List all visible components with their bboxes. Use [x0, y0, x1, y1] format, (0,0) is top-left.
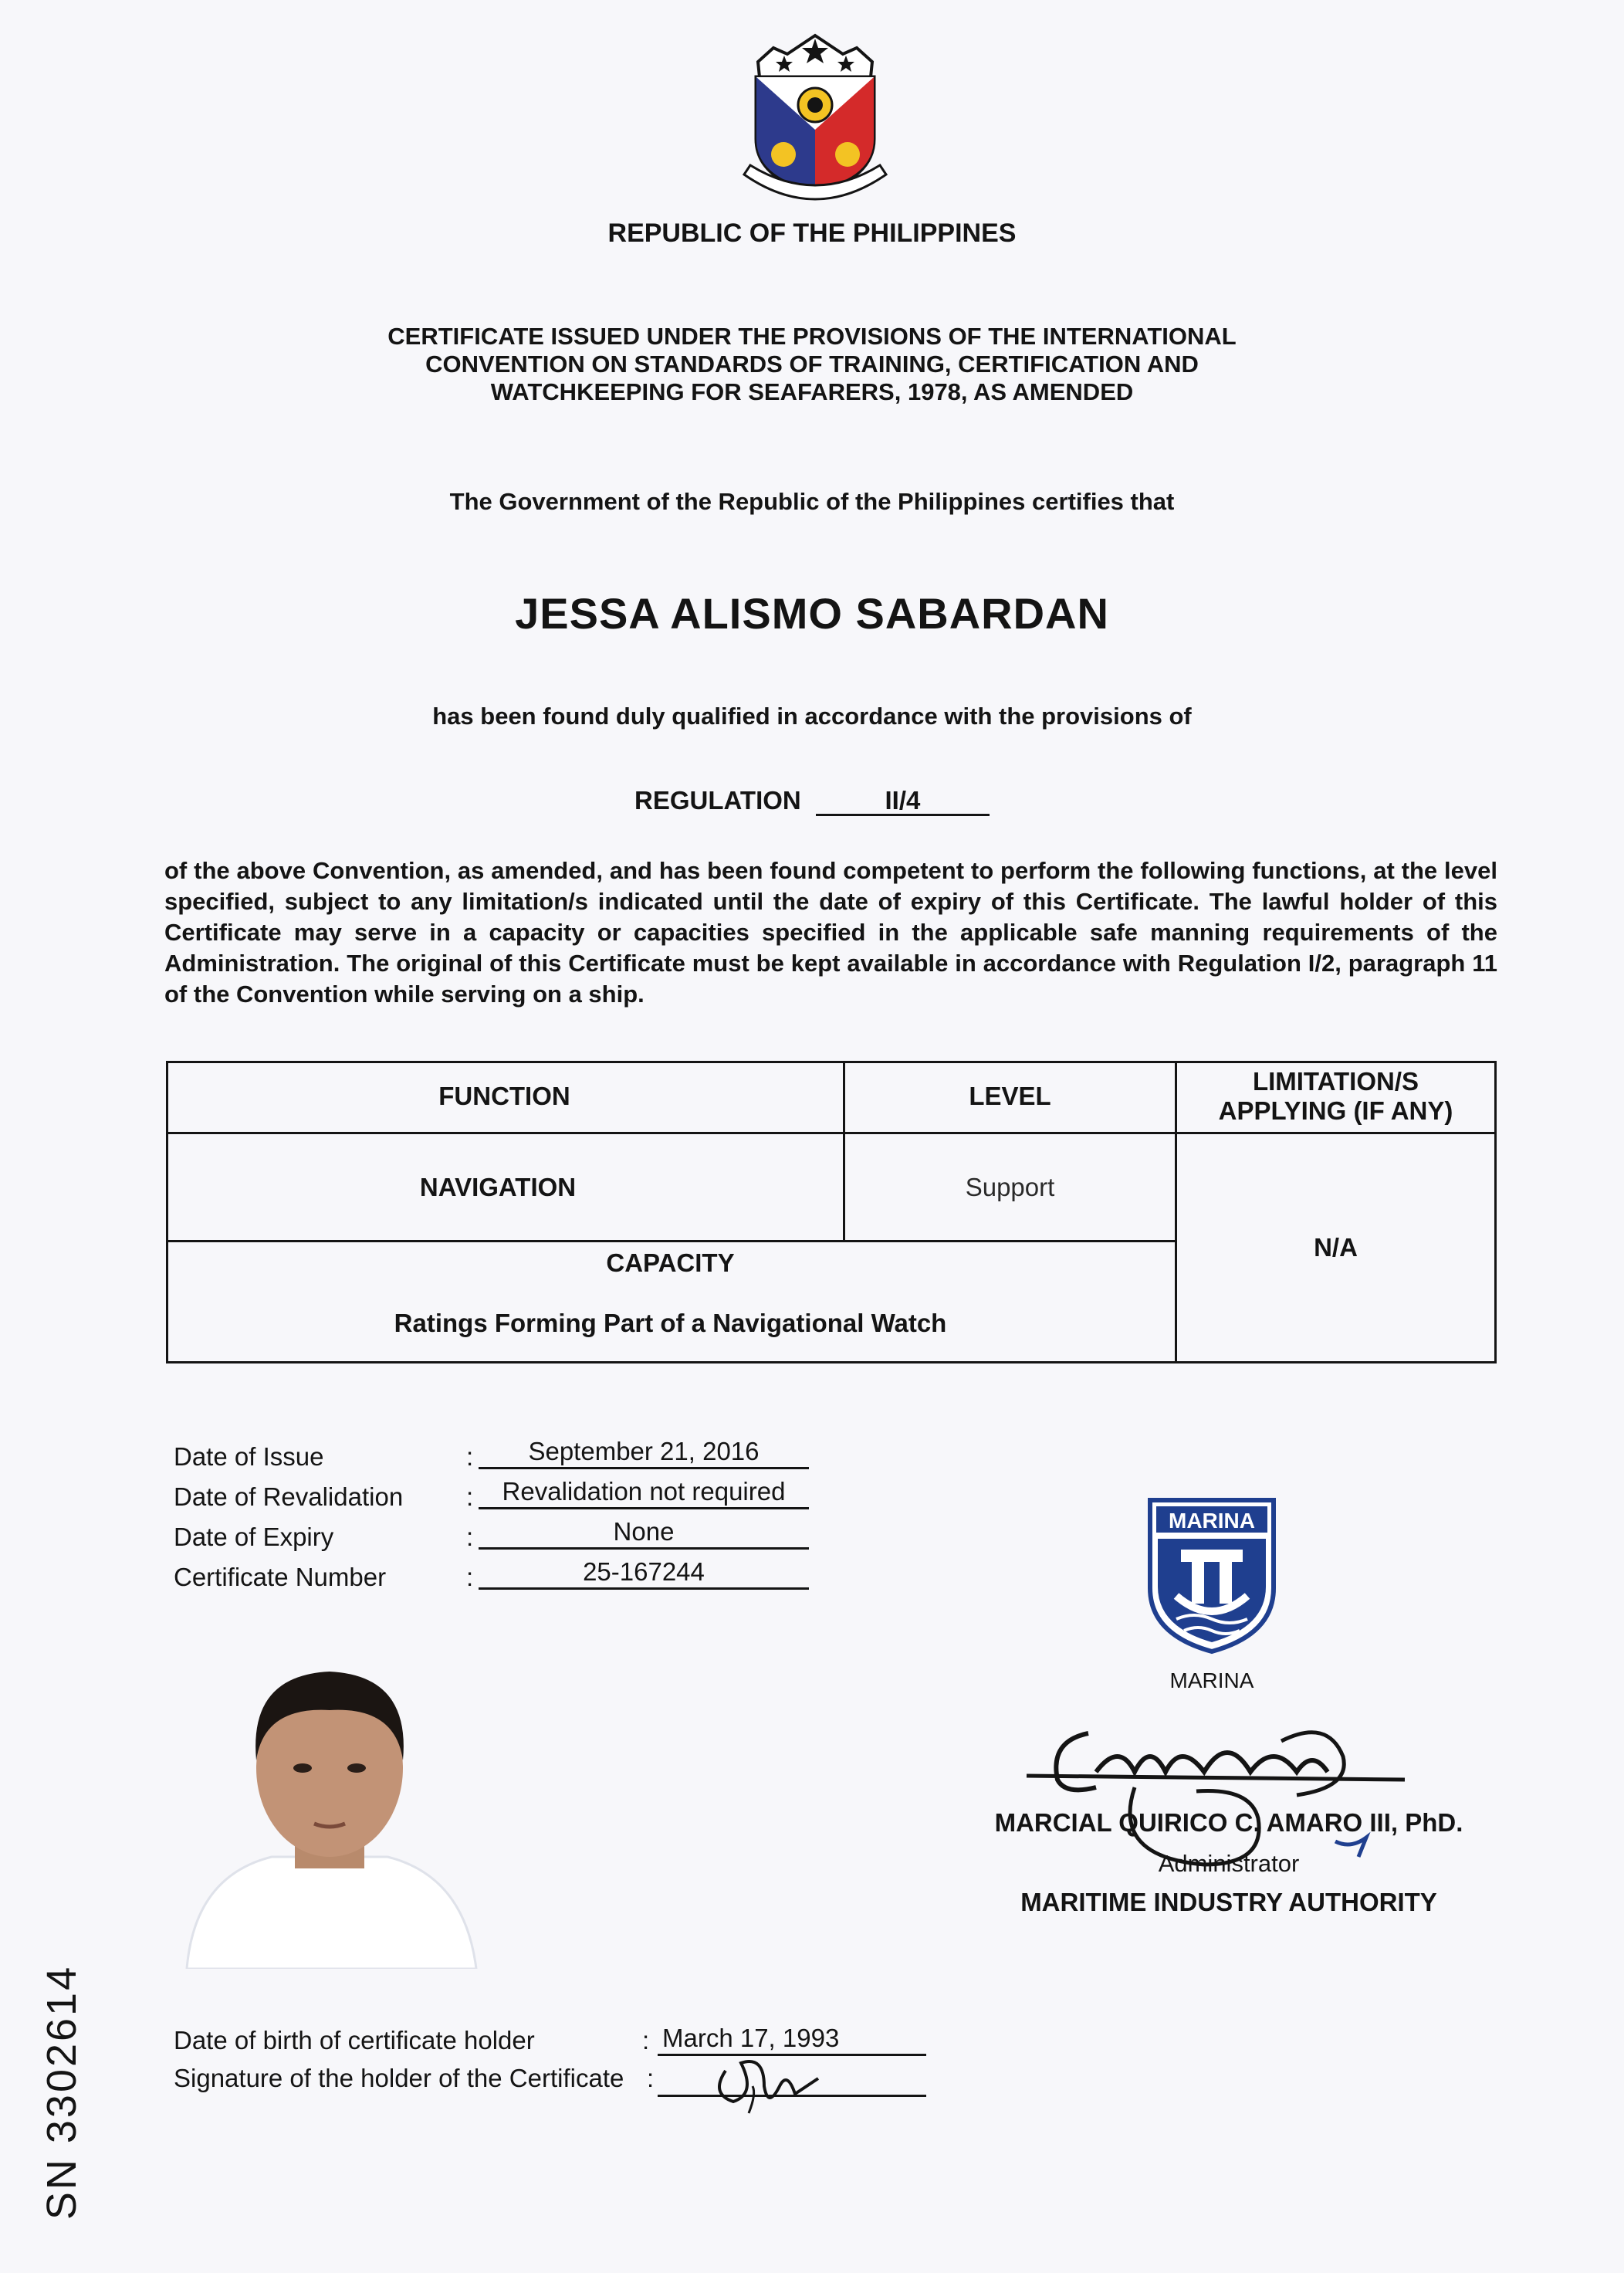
function-table: [166, 1061, 1497, 1365]
administrator-name: MARCIAL QUIRICO C. AMARO III, PhD.: [994, 1808, 1463, 1837]
administrator-organization: MARITIME INDUSTRY AUTHORITY: [1020, 1888, 1437, 1916]
serial-number-text: SN 3302614: [39, 1964, 85, 2220]
date-of-issue-colon: :: [466, 1442, 474, 1471]
country-title: REPUBLIC OF THE PHILIPPINES: [607, 218, 1017, 248]
administrator-signature-icon: [1003, 1710, 1420, 1888]
certificate-heading: [349, 323, 1275, 406]
holder-signature-label: Signature of the holder of the Certificate: [174, 2064, 624, 2092]
marina-logo-icon: [1145, 1496, 1278, 1655]
date-of-issue-label: Date of Issue: [174, 1442, 324, 1471]
limitation-header-line-2: APPLYING (IF ANY): [1218, 1096, 1453, 1125]
function-header: FUNCTION: [438, 1082, 570, 1110]
marina-label: MARINA: [1169, 1668, 1254, 1692]
level-value: Support: [965, 1172, 1055, 1201]
capacity-value: Ratings Forming Part of a Navigational Watch: [394, 1309, 947, 1337]
philippine-seal-icon: [733, 31, 897, 210]
heading-line-2: CONVENTION ON STANDARDS OF TRAINING, CERTIFICATION AND: [425, 351, 1199, 378]
government-statement: The Government of the Republic of the Philippines certifies that: [449, 488, 1175, 515]
limitation-value: N/A: [1314, 1233, 1358, 1262]
date-of-revalidation-colon: :: [466, 1482, 474, 1511]
dob-value: March 17, 1993: [658, 2023, 926, 2056]
dob-label: Date of birth of certificate holder: [174, 2026, 535, 2055]
qualified-statement: has been found duly qualified in accordance with the provisions of: [432, 703, 1192, 730]
regulation-label: REGULATION: [634, 786, 801, 815]
date-of-issue-value: September 21, 2016: [479, 1436, 809, 1469]
heading-line-1: CERTIFICATE ISSUED UNDER THE PROVISIONS OF THE INTERNATIONAL: [387, 323, 1237, 350]
holder-photo: [171, 1645, 488, 1969]
function-value: NAVIGATION: [419, 1172, 577, 1201]
level-header: LEVEL: [969, 1082, 1051, 1110]
certificate-number-label: Certificate Number: [174, 1563, 387, 1591]
date-of-expiry-label: Date of Expiry: [174, 1523, 334, 1551]
certificate-number-colon: :: [466, 1563, 474, 1591]
limitation-header-line-1: LIMITATION/S: [1252, 1067, 1419, 1096]
date-of-expiry-value: None: [479, 1516, 809, 1550]
regulation: [0, 786, 1624, 816]
heading-line-3: WATCHKEEPING FOR SEAFARERS, 1978, AS AMENDED: [490, 378, 1134, 405]
holder-name: JESSA ALISMO SABARDAN: [515, 589, 1109, 638]
dob-colon: :: [642, 2026, 650, 2055]
certificate-number-value: 25-167244: [479, 1557, 809, 1590]
regulation-value: II/4: [816, 788, 990, 816]
holder-signature-icon: [695, 2048, 849, 2117]
serial-number: [39, 1964, 85, 2220]
capacity-header: CAPACITY: [606, 1248, 735, 1277]
convention-paragraph: of the above Convention, as amended, and has been found competent to perform the following functions, at the level specified, subject to any limitation/s indicated until the date of expiry of this Certificate. The lawful holder of this Certificate may serve in a capacity or capacities specified in the applicable safe manning requirements of the Administration. The original of this Certificate must be kept available in accordance with Regulation I/2, paragraph 11 of the Convention while serving on a ship.: [164, 857, 1497, 1008]
limitation-header: [1177, 1061, 1494, 1132]
date-of-revalidation-label: Date of Revalidation: [174, 1482, 404, 1511]
administrator-title: Administrator: [1158, 1850, 1300, 1877]
holder-signature-colon: :: [647, 2064, 655, 2092]
date-of-expiry-colon: :: [466, 1523, 474, 1551]
date-of-revalidation-value: Revalidation not required: [479, 1476, 809, 1509]
svg-text:MARINA: MARINA: [1169, 1509, 1255, 1533]
